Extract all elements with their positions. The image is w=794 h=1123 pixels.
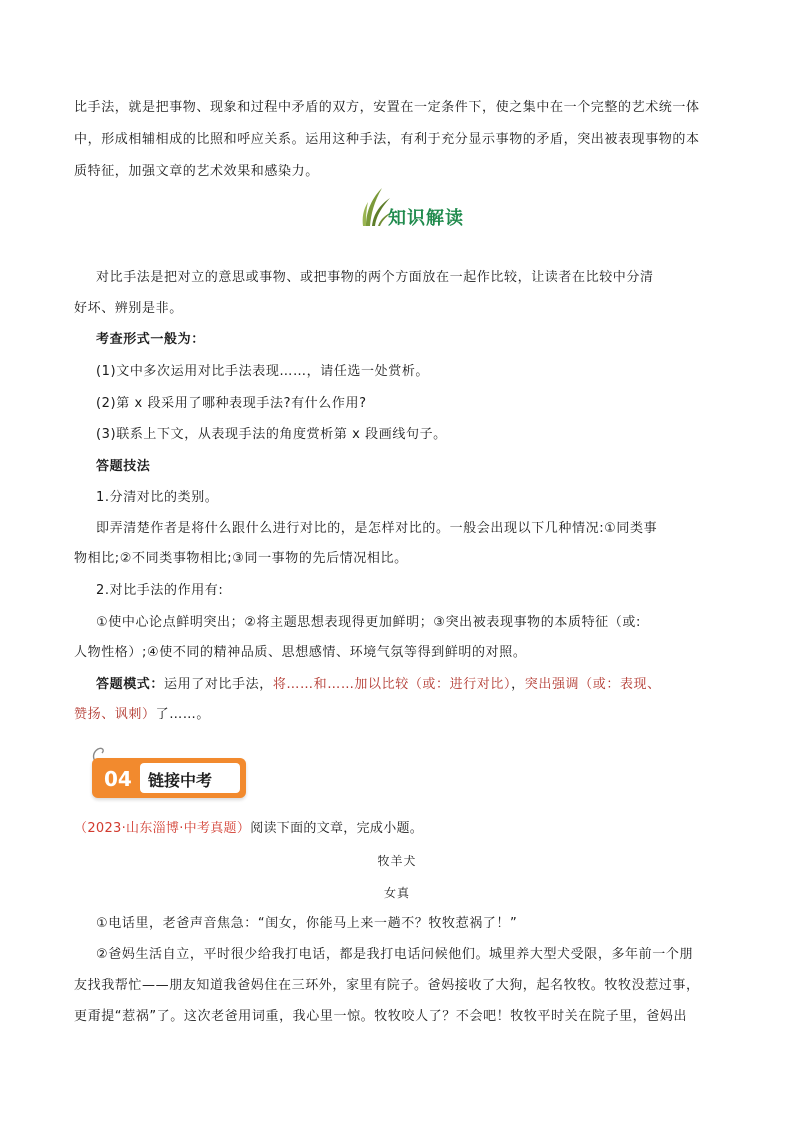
- tip-1-detail-line-1: 即弄清楚作者是将什么跟什么进行对比的，是怎样对比的。一般会出现以下几种情况:①同类事: [96, 521, 658, 536]
- article-para-2-line-2: 友找我帮忙——朋友知道我爸妈住在三环外，家里有院子。爸妈接收了大狗，起名牧牧。牧牧没惹过事，: [74, 978, 700, 993]
- knowledge-heading-title: 知识解读: [388, 208, 464, 229]
- answer-template-line-2-red: 赞扬、讽刺）: [74, 707, 156, 722]
- answer-template-line-2: [74, 705, 210, 725]
- answer-tips-title: 答题技法: [96, 459, 151, 474]
- intro-line-3: 质特征，加强文章的艺术效果和感染力。: [74, 164, 319, 179]
- article-para-2-line-1: ②爸妈生活自立，平时很少给我打电话，都是我打电话问候他们。城里养大型犬受限，多年前一个朋: [96, 947, 694, 962]
- exam-format-item-1: (1)文中多次运用对比手法表现……，请任选一处赏析。: [96, 364, 430, 379]
- article-para-1: ①电话里，老爸声音焦急：“闺女，你能马上来一趟不？牧牧惹祸了！”: [96, 916, 518, 931]
- tip-2: 2.对比手法的作用有:: [96, 583, 224, 598]
- answer-template-line-1: [96, 675, 661, 695]
- section-04-number: 04: [104, 767, 132, 791]
- exam-source-line: [74, 819, 423, 839]
- tip-1-detail-line-2: 物相比;②不同类事物相比;③同一事物的先后情况相比。: [74, 551, 408, 566]
- knowledge-para-line-1: 对比手法是把对立的意思或事物、或把事物的两个方面放在一起作比较，让读者在比较中分清: [96, 270, 654, 285]
- intro-line-1: 比手法，就是把事物、现象和过程中矛盾的双方，安置在一定条件下，使之集中在一个完整的艺术统一体: [74, 100, 700, 115]
- section-04-tab: [140, 763, 240, 793]
- section-04-badge: [90, 744, 250, 802]
- exam-instruction: 阅读下面的文章，完成小题。: [250, 821, 424, 836]
- tip-2-detail-line-1: ①使中心论点鲜明突出；②将主题思想表现得更加鲜明；③突出被表现事物的本质特征（或:: [96, 615, 641, 630]
- article-para-2-line-3: 更甭提“惹祸”了。这次老爸用词重，我心里一惊。牧牧咬人了？不会吧！牧牧平时关在院子里，爸妈出: [74, 1009, 688, 1024]
- answer-template-text-d: 突出强调（或：表现、: [524, 677, 661, 692]
- answer-template-line-2-end: 了……。: [155, 707, 211, 722]
- exam-source-close: ）: [236, 821, 251, 836]
- knowledge-para-line-2: 好坏、辨别是非。: [74, 301, 183, 316]
- section-04-box: [92, 758, 246, 798]
- exam-source-open: （: [74, 821, 88, 836]
- answer-template-text-b: 将……和……加以比较（或：进行对比）: [272, 677, 512, 692]
- article-title: 牧羊犬: [377, 854, 417, 868]
- answer-template-text-c: ，: [511, 677, 525, 692]
- answer-template-label: 答题模式：: [96, 677, 165, 692]
- exam-format-item-2: (2)第 x 段采用了哪种表现手法?有什么作用?: [96, 396, 367, 411]
- tip-2-detail-line-2: 人物性格）;④使不同的精神品质、思想感情、环境气氛等得到鲜明的对照。: [74, 645, 527, 660]
- exam-format-title: 考查形式一般为：: [96, 332, 205, 347]
- answer-template-text-a: 运用了对比手法，: [164, 677, 273, 692]
- intro-line-2: 中，形成相辅相成的比照和呼应关系。运用这种手法，有利于充分显示事物的矛盾，突出被表现事物的本: [74, 132, 700, 147]
- knowledge-heading: [360, 186, 500, 230]
- section-04-title: 链接中考: [148, 771, 213, 790]
- exam-format-item-3: (3)联系上下文，从表现手法的角度赏析第 x 段画线句子。: [96, 427, 447, 442]
- exam-source: 2023·山东淄博·中考真题: [87, 821, 237, 836]
- tip-1: 1.分清对比的类别。: [96, 490, 219, 505]
- article-author: 女真: [383, 886, 410, 900]
